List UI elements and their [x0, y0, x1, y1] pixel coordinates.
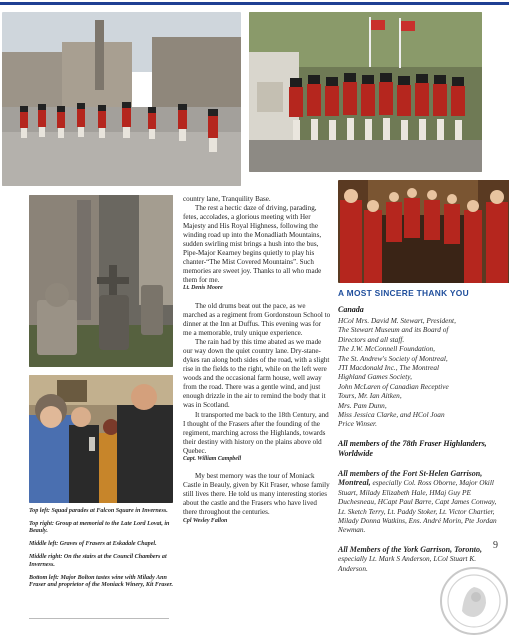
thanks-line: Directors and all staff.: [338, 334, 405, 344]
thanks-78th-heading: All members of the 78th Fraser Highlanders, Worldwide: [338, 438, 487, 458]
caption-top-left: Top left: Squad parades at Falcon Square in Inverness.: [29, 508, 168, 514]
thanks-column: [338, 305, 506, 583]
thanks-line: Mrs. Pam Dunn,: [338, 400, 387, 410]
photo-falcon-square-parade: [2, 12, 241, 186]
caption-middle-right: Middle right: On the stairs at the Council Chambers at Inverness.: [29, 554, 167, 568]
article-paragraph: The rest a hectic daze of driving, parading, fetes, accolades, a glorious meeting with Her Majesty and His Royal Highness, following the winding road up into the Monadliath Mountains, sudden swirling mist brings a hush into the bus, Pipe-Major Kearney begins quietly to play his chanter-“The Mist Covered Mountains”. Such memories are sweet joy. Thanks to all who made them for me.: [183, 204, 322, 285]
thanks-fort-st-helen-heading: All members of the Fort St-Helen Garrison, Montreal,: [338, 468, 483, 488]
thanks-fort-st-helen-names: especially Col. Ross Oborne, Major Okill Stuart, Milady Elizabeth Hale, HMaj Guy PE Duchesneau, HCapt Paul Barre, Capt James Conway, Lt. Sketch Terry, Lt. Paddy Stoker, Lt. Victor Chartier, Milady Donna Watkins, Ens. André Morin, Pte Jordan Newman.: [338, 478, 497, 535]
thanks-line: Highland Games Society,: [338, 372, 412, 382]
regimental-emblem-watermark: [438, 565, 509, 637]
thanks-line: JTI Macdonald Inc., The Montreal: [338, 363, 440, 373]
bottom-rule: [29, 618, 169, 619]
thanks-line: John McLaren of Canadian Receptive: [338, 381, 449, 391]
thanks-canada-heading: Canada: [338, 305, 364, 314]
article-paragraph: The rain had by this time abated as we made our way down the quiet country lane. Dry-stane-dykes ran along both sides of the road, with a slight rise in the fields to the right, while on the left were woods and the occasional farm house, well away from the road. There was a gentle wind, and just enough drizzle in the air to remind the body that it was in Scotland.: [183, 338, 330, 410]
article-byline: Cpl Wesley Fallon: [183, 517, 228, 524]
article-paragraph: country lane, Tranquility Base.: [183, 195, 271, 203]
caption-bottom-left: Bottom left: Major Bolton tastes wine with Milady Ann Fraser and proprietor of the Moniack Winery, Kit Fraser.: [29, 574, 174, 589]
thanks-canada: [338, 305, 506, 429]
photo-captions: [29, 508, 175, 595]
caption-top-right: Top right: Group at memorial to the Late Lord Lovat, in Beauly.: [29, 521, 170, 535]
photo-lovat-memorial-group: [249, 12, 482, 172]
thanks-line: Miss Jessica Clarke, and HCol Joan: [338, 410, 445, 420]
article-paragraph: It transported me back to the 18th Century, and I thought of the Frasers after the founding of the regiment, marching across the Highlands, towards their destiny with history on the plains above old Quebec.: [183, 410, 329, 455]
thanks-line: The St. Andrew's Society of Montreal,: [338, 353, 448, 363]
article-byline: Lt. Denis Moore: [183, 285, 223, 292]
photo-council-chambers-stairs: [338, 180, 509, 283]
thanks-78th-members: [338, 439, 506, 459]
caption-middle-left: Middle left: Graves of Frasers at Eskadale Chapel.: [29, 541, 157, 548]
top-rule: [0, 2, 509, 5]
thanks-fort-st-helen: [338, 469, 506, 535]
thanks-heading: A MOST SINCERE THANK YOU: [338, 288, 469, 298]
article-paragraph: My best memory was the tour of Moniack Castle in Beauly, given by Kit Fraser, whose family still lives there. He told us many interesting stories about the castle and the Frasers who have lived there throughout the centuries.: [183, 472, 330, 517]
thanks-fort-st-helen-text: [338, 469, 506, 535]
thanks-line: The J.W. McConnell Foundation,: [338, 344, 436, 354]
thanks-york-heading: All Members of the York Garrison, Toronto,: [338, 544, 483, 554]
thanks-line: HCol Mrs. David M. Stewart, President,: [338, 316, 456, 325]
article-paragraph: The old drums beat out the pace, as we marched as a regiment from Gordonstoun School to dinner at the Inn at Duffus. This evening was for me a memorable, truly unique experience.: [183, 301, 331, 338]
photo-moniack-winery-tasting: [29, 375, 173, 503]
thanks-line: The Stewart Museum and its Board of: [338, 325, 449, 335]
page-number: 9: [493, 540, 498, 551]
article-column: [183, 195, 331, 525]
photo-eskadale-graves: [29, 195, 173, 367]
article-byline: Capt. William Campbell: [183, 455, 242, 462]
thanks-line: Tours, Mr. Ian Aitken,: [338, 391, 402, 401]
thanks-line: Price Winser.: [338, 419, 377, 429]
thanks-york-names: especially Lt. Mark S Anderson, LCol Stuart K. Anderson.: [338, 554, 477, 573]
